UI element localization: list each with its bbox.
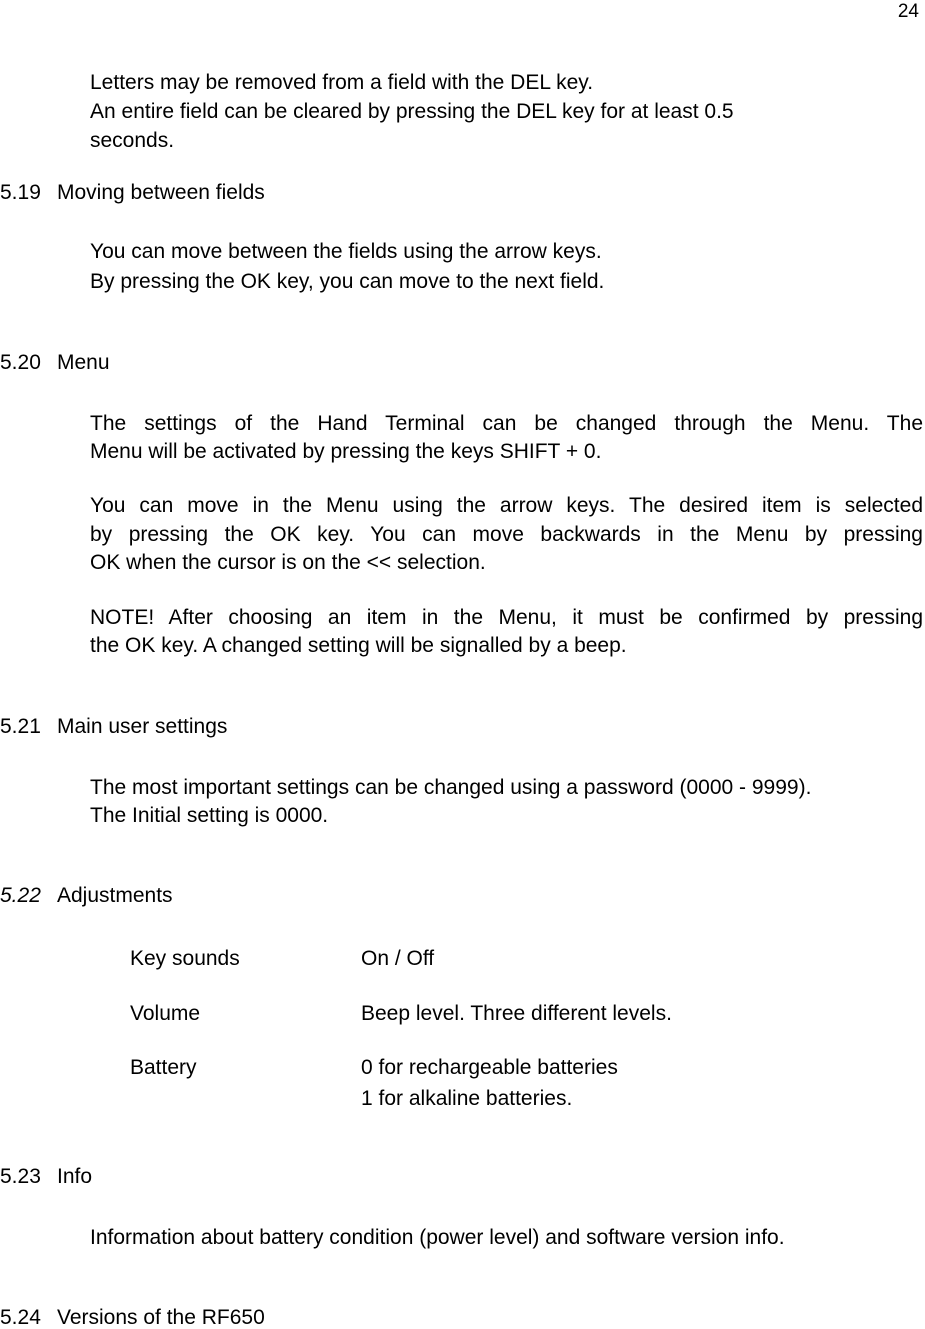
section-number-5-19: 5.19 bbox=[0, 181, 41, 204]
s523-line-1: Information about battery condition (power level) and software version info. bbox=[90, 1226, 785, 1249]
adjustment-value-volume: Beep level. Three different levels. bbox=[361, 1002, 672, 1025]
section-title-info: Info bbox=[57, 1165, 93, 1188]
s520-p2-line-1: You can move in the Menu using the arrow keys. The desired item is selected bbox=[90, 494, 923, 517]
s520-p1-line-2: Menu will be activated by pressing the keys SHIFT + 0. bbox=[90, 440, 602, 463]
s520-p1-line-1: The settings of the Hand Terminal can be changed through the Menu. The bbox=[90, 412, 923, 435]
intro-line-2: An entire field can be cleared by pressing the DEL key for at least 0.5 bbox=[90, 100, 734, 123]
adjustment-label-volume: Volume bbox=[130, 1002, 201, 1025]
intro-line-1: Letters may be removed from a field with the DEL key. bbox=[90, 71, 594, 94]
adjustment-label-battery: Battery bbox=[130, 1056, 197, 1079]
section-number-5-20: 5.20 bbox=[0, 351, 41, 374]
section-title-versions: Versions of the RF650 bbox=[57, 1306, 265, 1329]
section-number-5-23: 5.23 bbox=[0, 1165, 41, 1188]
s520-p3-line-2: the OK key. A changed setting will be signalled by a beep. bbox=[90, 634, 627, 657]
section-number-5-22: 5.22 bbox=[0, 884, 41, 907]
s520-p2-line-3: OK when the cursor is on the << selection. bbox=[90, 551, 486, 574]
s520-p3-line-1: NOTE! After choosing an item in the Menu, it must be confirmed by pressing bbox=[90, 606, 923, 629]
s521-line-2: The Initial setting is 0000. bbox=[90, 804, 329, 827]
intro-line-3: seconds. bbox=[90, 129, 175, 152]
s521-line-1: The most important settings can be changed using a password (0000 - 9999). bbox=[90, 776, 812, 799]
section-title-menu: Menu bbox=[57, 351, 110, 374]
adjustment-value-battery-2: 1 for alkaline batteries. bbox=[361, 1087, 573, 1110]
s520-p2-line-2: by pressing the OK key. You can move backwards in the Menu by pressing bbox=[90, 523, 923, 546]
adjustment-label-key-sounds: Key sounds bbox=[130, 947, 240, 970]
section-title-main-user-settings: Main user settings bbox=[57, 715, 228, 738]
adjustment-value-battery-1: 0 for rechargeable batteries bbox=[361, 1056, 618, 1079]
section-title-adjustments: Adjustments bbox=[57, 884, 173, 907]
s519-line-2: By pressing the OK key, you can move to the next field. bbox=[90, 270, 605, 293]
s519-line-1: You can move between the fields using the arrow keys. bbox=[90, 240, 602, 263]
page-number: 24 bbox=[897, 1, 919, 22]
section-title-moving-between-fields: Moving between fields bbox=[57, 181, 265, 204]
adjustment-value-key-sounds: On / Off bbox=[361, 947, 435, 970]
section-number-5-21: 5.21 bbox=[0, 715, 41, 738]
section-number-5-24: 5.24 bbox=[0, 1306, 41, 1329]
